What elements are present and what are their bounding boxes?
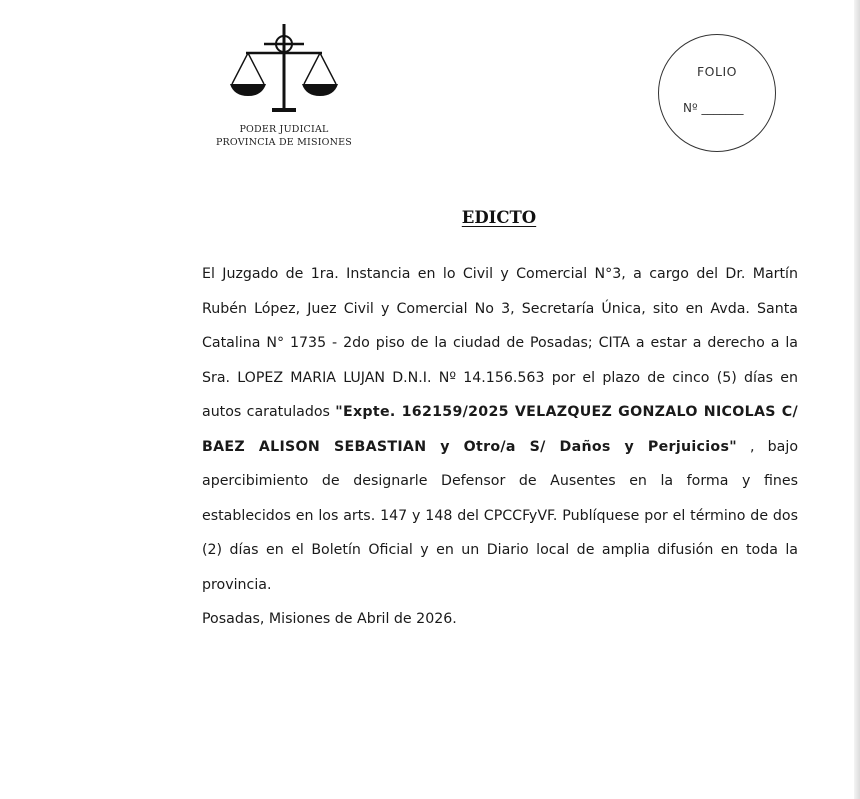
folio-title: FOLIO xyxy=(696,64,738,79)
institution-name: PODER JUDICIAL xyxy=(239,124,329,135)
edict-body xyxy=(202,257,798,637)
page-edge xyxy=(854,0,860,799)
institution-logo xyxy=(214,22,354,152)
case-caption: "Expte. 162159/2025 VELAZQUEZ GONZALO NICOLAS C/ BAEZ ALISON SEBASTIAN y Otro/a S/ Daños y Perjuicios" xyxy=(202,404,798,455)
closing-line: Posadas, Misiones de Abril de 2026. xyxy=(202,611,457,627)
edict-paragraph-part1: El Juzgado de 1ra. Instancia en lo Civil y Comercial N°3, a cargo del Dr. Martín Rubén López, Juez Civil y Comercial No 3, Secretaría Única, sito en Avda. Santa Catalina N° 1735 - 2do piso de la ciudad de Posadas; CITA a estar a derecho a la Sra. LOPEZ MARIA LUJAN D.N.I. Nº 14.156.563 por el plazo de cinco (5) días en autos caratulados xyxy=(202,266,798,420)
folio-number-label: Nº _______ xyxy=(683,101,744,115)
folio-stamp xyxy=(658,34,776,152)
edict-paragraph-part2: , bajo apercibimiento de designarle Defensor de Ausentes en la forma y fines establecidos en los arts. 147 y 148 del CPCCFyVF. Publíquese por el término de dos (2) días en el Boletín Oficial y en un Diario local de amplia difusión en toda la provincia. xyxy=(202,438,798,593)
scales-of-justice-icon xyxy=(228,22,340,122)
document-title: EDICTO xyxy=(461,208,537,227)
institution-province: PROVINCIA DE MISIONES xyxy=(215,137,353,148)
